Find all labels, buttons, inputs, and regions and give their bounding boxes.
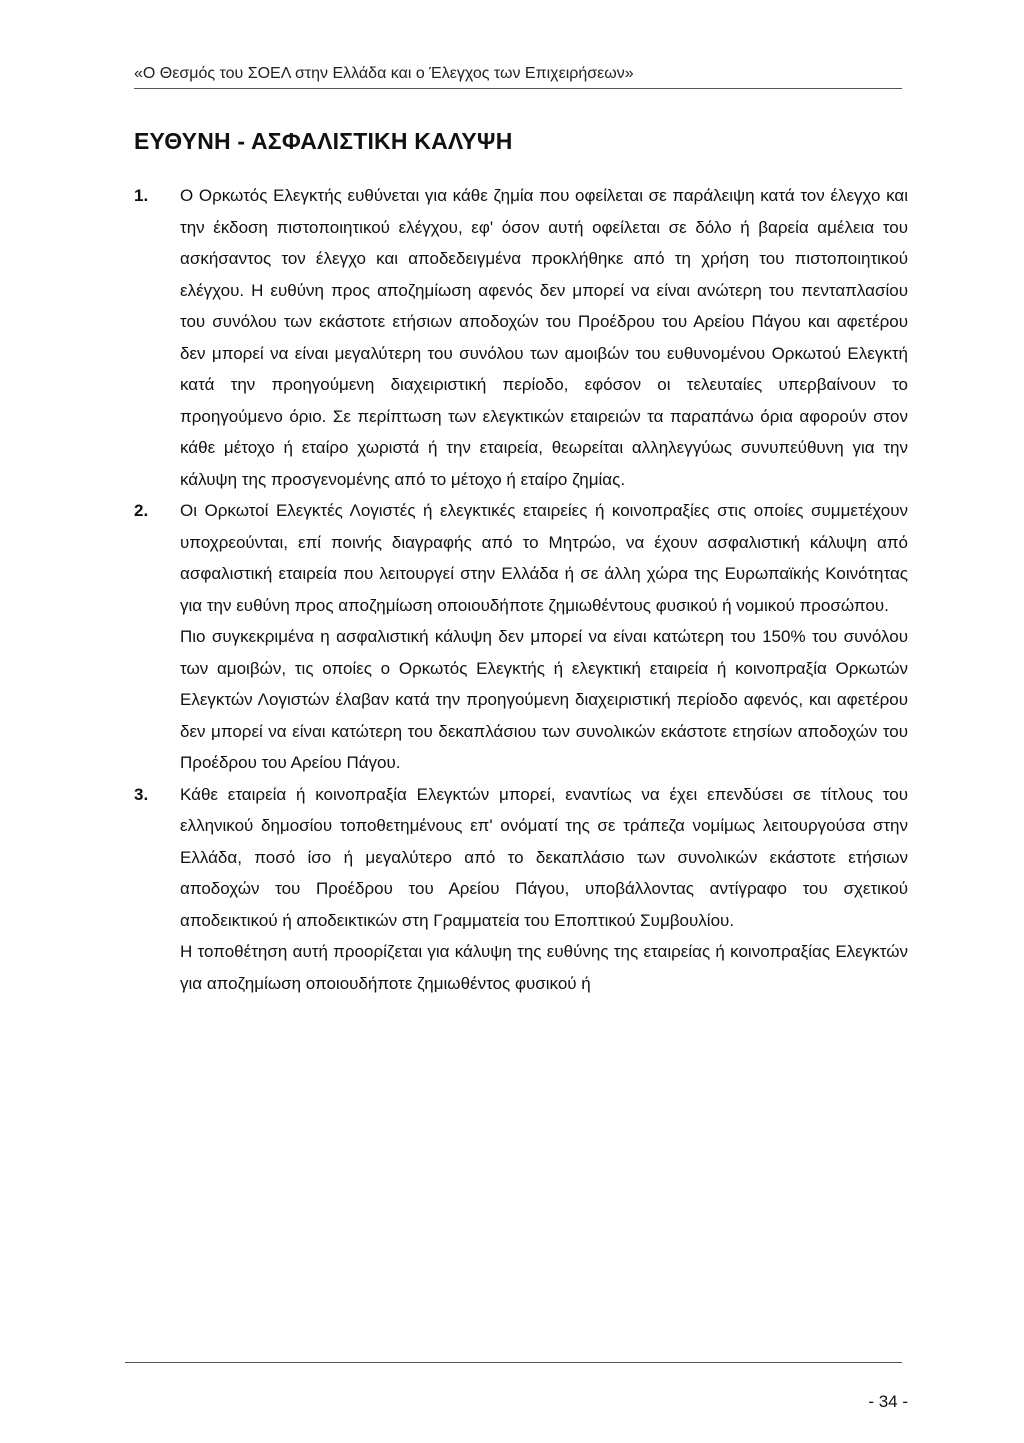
item-3-paragraph-2: Η τοποθέτηση αυτή προορίζεται για κάλυψη της ευθύνης της εταιρείας ή κοινοπραξίας Ελεγκτών για αποζημίωση οποιουδήποτε ζημιωθέντος φυσικού ή: [180, 942, 908, 993]
item-2-paragraph-1: Οι Ορκωτοί Ελεγκτές Λογιστές ή ελεγκτικές εταιρείες ή κοινοπραξίες στις οποίες συμμετέχουν υποχρεούνται, επί ποινής διαγραφής από το Μητρώο, να έχουν ασφαλιστική κάλυψη από ασφαλιστική εταιρεία που λειτουργεί στην Ελλάδα ή σε άλλη χώρα της Ευρωπαϊκής Κοινότητας για την ευθύνη προς αποζημίωση οποιουδήποτε ζημιωθέντους φυσικού ή νομικού προσώπου.: [180, 501, 908, 615]
running-header: «Ο Θεσμός του ΣΟΕΛ στην Ελλάδα και ο Έλεγχος των Επιχειρήσεων»: [134, 65, 634, 82]
numbered-item-1: [134, 180, 908, 495]
item-1-paragraph-1: Ο Ορκωτός Ελεγκτής ευθύνεται για κάθε ζημία που οφείλεται σε παράλειψη κατά τον έλεγχο και την έκδοση πιστοποιητικού ελέγχου, εφ' όσον αυτή οφείλεται σε δόλο ή βαρεία αμέλεια του ασκήσαντος τον έλεγχο και αποδεδειγμένα προκλήθηκε από τη χρήση του πιστοποιητικού ελέγχου. Η ευθύνη προς αποζημίωση αφενός δεν μπορεί να είναι ανώτερη του πενταπλασίου του συνόλου των εκάστοτε ετήσιων αποδοχών του Προέδρου του Αρείου Πάγου και αφετέρου δεν μπορεί να είναι μεγαλύτερη του συνόλου των αμοιβών του ευθυνομένου Ορκωτού Ελεγκτή κατά την προηγούμενη διαχειριστική περίοδο, εφόσον οι τελευταίες υπερβαίνουν το προηγούμενο όριο. Σε περίπτωση των ελεγκτικών εταιρειών τα παραπάνω όρια αφορούν στον κάθε μέτοχο ή εταίρο χωριστά ή την εταιρεία, θεωρείται αλληλεγγύως συνυπεύθυνη για την κάλυψη της προσγενομένης από το μέτοχο ή εταίρο ζημίας.: [180, 186, 908, 489]
footer-rule: [125, 1362, 902, 1363]
numbered-item-3: [134, 779, 908, 1000]
document-body: [134, 180, 908, 999]
item-3-paragraph-1: Κάθε εταιρεία ή κοινοπραξία Ελεγκτών μπορεί, εναντίως να έχει επενδύσει σε τίτλους του ελληνικού δημοσίου τοποθετημένους επ' ονόματί της σε τράπεζα νομίμως λειτουργούσα στην Ελλάδα, ποσό ίσο ή μεγαλύτερο από το δεκαπλάσιο των συνολικών εκάστοτε ετήσιων αποδοχών του Προέδρου του Αρείου Πάγου, υποβάλλοντας αντίγραφο του σχετικού αποδεικτικού ή αποδεικτικών στη Γραμματεία του Εποπτικού Συμβουλίου.: [180, 784, 908, 930]
numbered-item-2: [134, 495, 908, 779]
item-number: 1.: [134, 186, 149, 205]
item-2-paragraph-2: Πιο συγκεκριμένα η ασφαλιστική κάλυψη δεν μπορεί να είναι κατώτερη του 150% του συνόλου των αμοιβών, τις οποίες ο Ορκωτός Ελεγκτής ή ελεγκτική εταιρεία ή κοινοπραξία Ορκωτών Ελεγκτών Λογιστών έλαβαν κατά την προηγούμενη διαχειριστική περίοδο αφενός, και αφετέρου δεν μπορεί να είναι κατώτερη του δεκαπλάσιου των συνολικών εκάστοτε ετησίων αποδοχών του Προέδρου του Αρείου Πάγου.: [180, 627, 908, 772]
item-number: 3.: [134, 784, 149, 804]
item-number: 2.: [134, 501, 149, 520]
header-rule: [134, 88, 902, 89]
page-number: - 34 -: [868, 1392, 908, 1411]
section-title: ΕΥΘΥΝΗ - ΑΣΦΑΛΙΣΤΙΚΗ ΚΑΛΥΨΗ: [134, 128, 513, 154]
